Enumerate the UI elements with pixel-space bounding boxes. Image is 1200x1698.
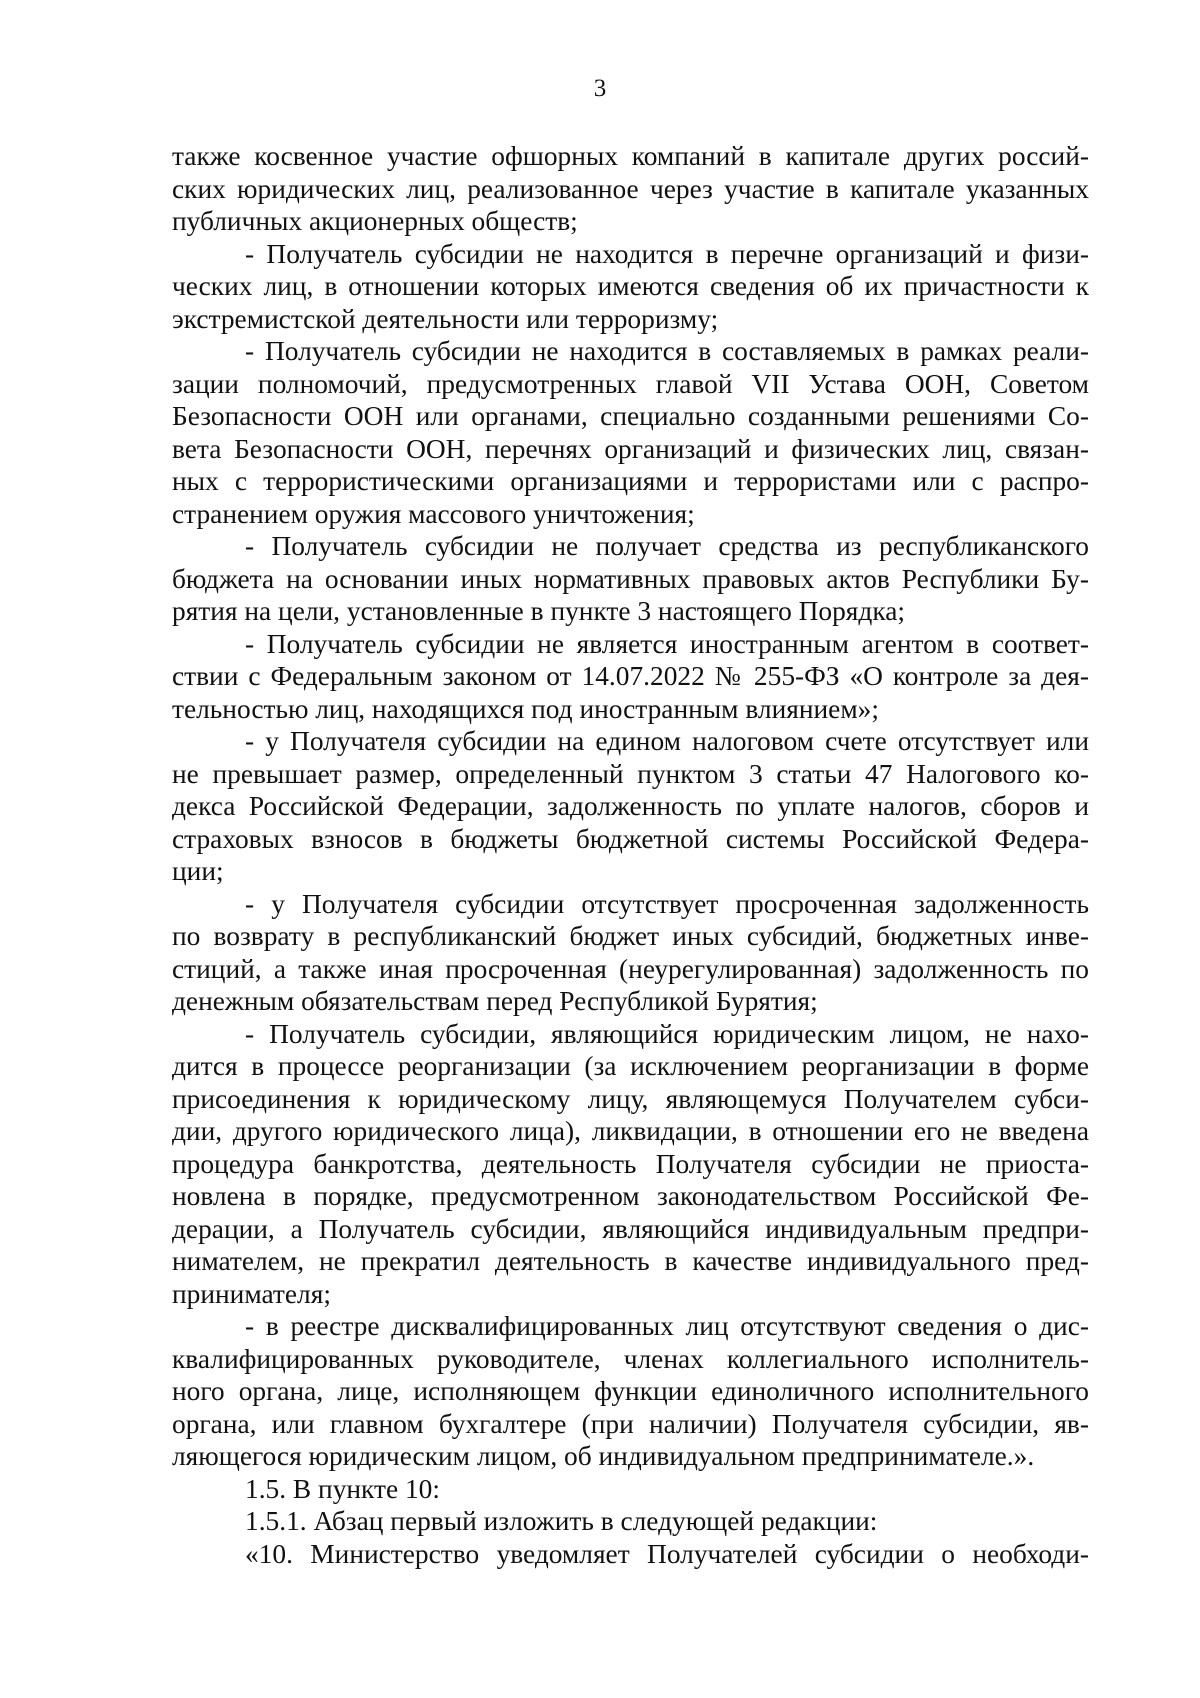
text-line: по возврату в республиканский бюджет иных субсидий, бюджетных инве- <box>172 921 1089 951</box>
text-line: ческих лиц, в отношении которых имеются сведения об их причастности к <box>172 271 1089 301</box>
text-line: вета Безопасности ООН, перечнях организаций и физических лиц, связан- <box>172 433 1089 464</box>
text-line: - Получатель субсидии не получает средства из республиканского <box>245 531 1089 561</box>
text-line: денежным обязательствам перед Республикой Бурятия; <box>172 986 818 1016</box>
document-body <box>172 140 1089 1570</box>
text-line: 1.5.1. Абзац первый изложить в следующей редакции: <box>245 1506 878 1536</box>
text-line: органа, или главном бухгалтере (при наличии) Получателя субсидии, яв- <box>172 1408 1089 1439</box>
text-line: ляющегося юридическим лицом, об индивидуальном предпринимателе.». <box>172 1441 1035 1471</box>
text-line: «10. Министерство уведомляет Получателей субсидии о необходи- <box>245 1538 1089 1569</box>
text-line: дится в процессе реорганизации (за исключением реорганизации в форме <box>172 1051 1089 1081</box>
text-line: Безопасности ООН или органами, специально созданными решениями Со- <box>172 401 1089 431</box>
text-line: нимателем, не прекратил деятельность в качестве индивидуального пред- <box>172 1246 1089 1276</box>
text-line: страховых взносов в бюджеты бюджетной системы Российской Федера- <box>172 823 1089 854</box>
text-line: рятия на цели, установленные в пункте 3 настоящего Порядка; <box>172 596 905 626</box>
text-line: публичных акционерных обществ; <box>172 206 578 236</box>
page-number: 3 <box>593 75 607 102</box>
text-line: - Получатель субсидии не находится в составляемых в рамках реали- <box>245 336 1089 366</box>
text-line: присоединения к юридическому лицу, являющемуся Получателем субси- <box>172 1083 1089 1114</box>
text-line: стиций, а также иная просроченная (неурегулированная) задолженность по <box>172 953 1089 984</box>
text-line: дерации, а Получатель субсидии, являющийся индивидуальным предпри- <box>172 1213 1089 1244</box>
text-line: странением оружия массового уничтожения; <box>172 498 695 529</box>
text-line: ного органа, лице, исполняющем функции единоличного исполнительного <box>172 1376 1089 1406</box>
text-line: - у Получателя субсидии отсутствует просроченная задолженность <box>245 888 1089 919</box>
text-line: - у Получателя субсидии на едином налоговом счете отсутствует или <box>245 726 1089 756</box>
text-line: ских юридических лиц, реализованное через участие в капитале указанных <box>172 173 1089 204</box>
text-line: 1.5. В пункте 10: <box>245 1473 440 1504</box>
text-line: ствии с Федеральным законом от 14.07.2022 № 255-ФЗ «О контроле за дея- <box>172 661 1089 691</box>
text-line: - Получатель субсидии не находится в перечне организаций и физи- <box>245 238 1089 269</box>
text-line: новлена в порядке, предусмотренном законодательством Российской Фе- <box>172 1181 1089 1211</box>
text-line: квалифицированных руководителе, членах коллегиального исполнитель- <box>172 1343 1089 1374</box>
text-line: дии, другого юридического лица), ликвидации, в отношении его не введена <box>172 1116 1089 1146</box>
text-line: ции; <box>172 856 224 886</box>
text-line: экстремистской деятельности или терроризму; <box>172 303 719 334</box>
text-line: ных с террористическими организациями и террористами или с распро- <box>172 466 1089 496</box>
text-line: принимателя; <box>172 1278 331 1309</box>
text-line: процедура банкротства, деятельность Получателя субсидии не приоста- <box>172 1148 1089 1179</box>
text-line: бюджета на основании иных нормативных правовых актов Республики Бу- <box>172 563 1089 594</box>
text-line: - Получатель субсидии не является иностранным агентом в соответ- <box>245 628 1089 659</box>
text-line: декса Российской Федерации, задолженность по уплате налогов, сборов и <box>172 791 1089 821</box>
text-line: не превышает размер, определенный пунктом 3 статьи 47 Налогового ко- <box>172 758 1089 789</box>
text-line: тельностью лиц, находящихся под иностранным влиянием»; <box>172 693 879 724</box>
text-line: зации полномочий, предусмотренных главой VII Устава ООН, Советом <box>172 368 1089 399</box>
text-line: - в реестре дисквалифицированных лиц отсутствуют сведения о дис- <box>245 1311 1089 1341</box>
text-line: - Получатель субсидии, являющийся юридическим лицом, не нахо- <box>245 1018 1089 1049</box>
text-line: также косвенное участие офшорных компаний в капитале других россий- <box>172 141 1089 171</box>
